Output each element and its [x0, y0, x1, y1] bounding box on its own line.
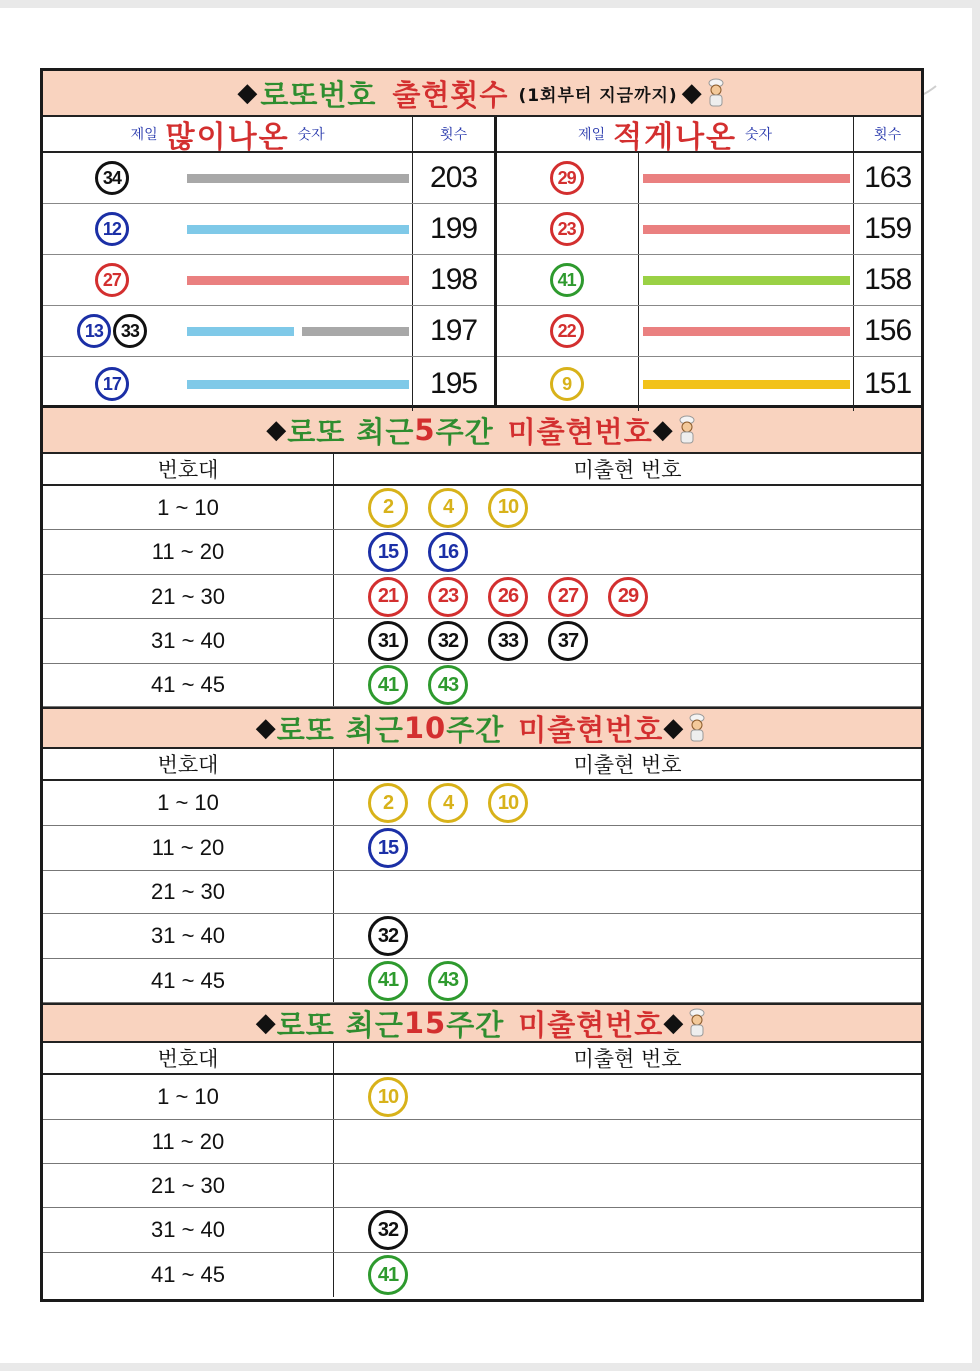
missing-balls	[334, 530, 921, 574]
bar-cell	[183, 357, 412, 411]
frequency-row	[43, 153, 494, 204]
frequency-row	[497, 255, 921, 306]
lotto-stats-sheet	[40, 68, 924, 1302]
appearance-count: 198	[412, 255, 494, 305]
header-prefix: 제일	[130, 127, 158, 143]
diamond-icon: ◆	[663, 1008, 685, 1038]
count-header: 횟수	[412, 117, 494, 151]
title-missing-numbers: 미출현번호	[518, 1007, 664, 1042]
range-row	[43, 1208, 921, 1253]
missing-balls	[334, 1253, 921, 1297]
frequency-bar	[643, 327, 850, 336]
diamond-icon: ◆	[255, 713, 277, 743]
missing-balls	[334, 575, 921, 618]
title-missing-numbers: 미출현번호	[518, 712, 664, 747]
lotto-ball-23: 23	[428, 577, 468, 617]
lotto-ball-33: 33	[488, 621, 528, 661]
lotto-ball-29: 29	[550, 161, 584, 195]
frequency-bar	[643, 174, 850, 183]
missing-balls	[334, 664, 921, 706]
appearance-count: 159	[853, 204, 921, 254]
appearance-count: 156	[853, 306, 921, 356]
bar-cell	[638, 357, 853, 411]
chef-icon	[686, 1008, 708, 1038]
number-range: 31 ~ 40	[43, 914, 334, 958]
least-frequent-header	[497, 117, 921, 153]
frequency-bar	[187, 225, 409, 234]
missing-balls	[334, 1164, 921, 1207]
frequency-bar	[643, 380, 850, 389]
range-row	[43, 914, 921, 959]
title-weeks-label: 주간	[446, 712, 505, 747]
lotto-ball-10: 10	[368, 1077, 408, 1117]
lotto-ball-41: 41	[368, 1255, 408, 1295]
header-most: 많이나온	[165, 120, 290, 155]
missing-balls	[334, 1208, 921, 1252]
lotto-ball-10: 10	[488, 488, 528, 528]
frequency-table	[43, 117, 921, 408]
missing-balls	[334, 486, 921, 529]
least-frequent-panel	[497, 117, 921, 405]
title-weeks-label: 주간	[435, 414, 494, 449]
chef-icon	[676, 415, 698, 445]
missing-column-header: 미출현 번호	[573, 1047, 682, 1071]
frequency-row	[43, 255, 494, 306]
range-row	[43, 1253, 921, 1297]
frequency-title-bar	[43, 71, 921, 117]
frequency-row	[497, 306, 921, 357]
bar-cell	[638, 306, 853, 356]
lotto-ball-43: 43	[428, 665, 468, 705]
lotto-ball-41: 41	[368, 961, 408, 1001]
lotto-ball-27: 27	[548, 577, 588, 617]
diamond-icon: ◆	[237, 78, 259, 108]
title-weeks-number: 15	[403, 1006, 447, 1040]
lotto-ball-31: 31	[368, 621, 408, 661]
appearance-count: 163	[853, 153, 921, 203]
range-row	[43, 1075, 921, 1120]
title-lotto-number: 로또번호	[260, 77, 377, 112]
lotto-ball-32: 32	[428, 621, 468, 661]
ball-cell	[43, 255, 183, 305]
lotto-ball-15: 15	[368, 828, 408, 868]
ball-cell	[43, 153, 183, 203]
frequency-bar	[302, 327, 409, 336]
appearance-count: 151	[853, 357, 921, 411]
title-recent: 로또 최근	[276, 1007, 404, 1042]
number-range: 1 ~ 10	[43, 1075, 334, 1119]
lotto-ball-32: 32	[368, 916, 408, 956]
frequency-bar	[643, 225, 850, 234]
missing-balls	[334, 619, 921, 663]
range-row	[43, 619, 921, 664]
frequency-bar	[187, 327, 294, 336]
frequency-row	[497, 153, 921, 204]
lotto-ball-13: 13	[77, 314, 111, 348]
frequency-row	[43, 204, 494, 255]
lotto-ball-22: 22	[550, 314, 584, 348]
range-row	[43, 781, 921, 826]
frequency-bar	[187, 276, 409, 285]
title-note: (1회부터 지금까지)	[518, 85, 678, 106]
lotto-ball-29: 29	[608, 577, 648, 617]
bar-cell	[638, 204, 853, 254]
header-least: 적게나온	[613, 120, 738, 155]
title-weeks-label: 주간	[446, 1007, 505, 1042]
header-prefix: 제일	[578, 127, 606, 143]
lotto-ball-23: 23	[550, 212, 584, 246]
frequency-row	[43, 357, 494, 411]
title-appearance-count: 출현횟수	[392, 77, 509, 112]
diamond-icon: ◆	[255, 1008, 277, 1038]
number-range: 1 ~ 10	[43, 781, 334, 825]
missing-column-header: 미출현 번호	[573, 458, 682, 482]
missing-balls	[334, 871, 921, 913]
frequency-bar	[643, 276, 850, 285]
number-range: 41 ~ 45	[43, 959, 334, 1002]
title-recent: 로또 최근	[276, 712, 404, 747]
appearance-count: 203	[412, 153, 494, 203]
lotto-ball-21: 21	[368, 577, 408, 617]
lotto-ball-33: 33	[113, 314, 147, 348]
missing-section-title	[43, 1003, 921, 1043]
lotto-ball-26: 26	[488, 577, 528, 617]
diamond-icon: ◆	[663, 713, 685, 743]
bar-cell	[183, 204, 412, 254]
bar-cell	[183, 153, 412, 203]
lotto-ball-12: 12	[95, 212, 129, 246]
chef-icon	[705, 78, 727, 108]
lotto-ball-10: 10	[488, 783, 528, 823]
number-range: 21 ~ 30	[43, 871, 334, 913]
missing-balls	[334, 1075, 921, 1119]
diamond-icon: ◆	[652, 415, 674, 445]
missing-section-title	[43, 707, 921, 749]
ball-cell	[43, 204, 183, 254]
range-column-header: 번호대	[43, 1043, 334, 1073]
frequency-bar	[187, 174, 409, 183]
lotto-ball-27: 27	[95, 263, 129, 297]
bar-cell	[638, 153, 853, 203]
lotto-ball-43: 43	[428, 961, 468, 1001]
diamond-icon: ◆	[266, 415, 288, 445]
ball-cell	[497, 153, 638, 203]
range-row	[43, 1164, 921, 1208]
title-missing-numbers: 미출현번호	[507, 414, 653, 449]
number-range: 11 ~ 20	[43, 1120, 334, 1163]
ball-cell	[497, 204, 638, 254]
count-header: 횟수	[853, 117, 921, 151]
frequency-bar	[187, 380, 409, 389]
range-row	[43, 486, 921, 530]
section-column-header	[43, 454, 921, 486]
frequency-row	[497, 357, 921, 411]
lotto-ball-4: 4	[428, 783, 468, 823]
range-row	[43, 530, 921, 575]
title-weeks-number: 10	[403, 711, 447, 745]
bar-cell	[638, 255, 853, 305]
lotto-ball-2: 2	[368, 783, 408, 823]
range-row	[43, 575, 921, 619]
header-suffix: 숫자	[745, 127, 773, 143]
ball-cell	[497, 357, 638, 411]
range-column-header: 번호대	[43, 454, 334, 484]
range-row	[43, 1120, 921, 1164]
appearance-count: 197	[412, 306, 494, 356]
lotto-ball-15: 15	[368, 532, 408, 572]
frequency-row	[497, 204, 921, 255]
lotto-ball-32: 32	[368, 1210, 408, 1250]
number-range: 41 ~ 45	[43, 1253, 334, 1297]
appearance-count: 195	[412, 357, 494, 411]
bar-cell	[183, 306, 412, 356]
appearance-count: 158	[853, 255, 921, 305]
lotto-ball-41: 41	[368, 665, 408, 705]
ball-cell	[497, 255, 638, 305]
number-range: 21 ~ 30	[43, 1164, 334, 1207]
lotto-ball-41: 41	[550, 263, 584, 297]
bar-cell	[183, 255, 412, 305]
most-frequent-header	[43, 117, 494, 153]
lotto-ball-17: 17	[95, 367, 129, 401]
range-row	[43, 826, 921, 871]
range-row	[43, 959, 921, 1003]
missing-column-header: 미출현 번호	[573, 753, 682, 777]
ball-cell	[497, 306, 638, 356]
missing-section-title	[43, 408, 921, 454]
lotto-ball-4: 4	[428, 488, 468, 528]
header-suffix: 숫자	[297, 127, 325, 143]
title-recent: 로또 최근	[287, 414, 415, 449]
range-row	[43, 871, 921, 914]
missing-balls	[334, 1120, 921, 1163]
missing-balls	[334, 959, 921, 1002]
ball-cell	[43, 357, 183, 411]
lotto-ball-34: 34	[95, 161, 129, 195]
missing-balls	[334, 781, 921, 825]
most-frequent-label	[43, 117, 412, 155]
lotto-ball-16: 16	[428, 532, 468, 572]
appearance-count: 199	[412, 204, 494, 254]
chef-icon	[686, 713, 708, 743]
least-frequent-label	[497, 117, 853, 155]
missing-balls	[334, 826, 921, 870]
title-weeks-number: 5	[414, 413, 436, 447]
missing-balls	[334, 914, 921, 958]
number-range: 1 ~ 10	[43, 486, 334, 529]
number-range: 31 ~ 40	[43, 619, 334, 663]
number-range: 41 ~ 45	[43, 664, 334, 706]
number-range: 31 ~ 40	[43, 1208, 334, 1252]
range-column-header: 번호대	[43, 749, 334, 779]
range-row	[43, 664, 921, 707]
section-column-header	[43, 749, 921, 781]
lotto-ball-37: 37	[548, 621, 588, 661]
diamond-icon: ◆	[681, 78, 703, 108]
number-range: 11 ~ 20	[43, 826, 334, 870]
most-frequent-panel	[43, 117, 497, 405]
number-range: 21 ~ 30	[43, 575, 334, 618]
ball-cell	[43, 306, 183, 356]
section-column-header	[43, 1043, 921, 1075]
frequency-row	[43, 306, 494, 357]
lotto-ball-9: 9	[550, 367, 584, 401]
lotto-ball-2: 2	[368, 488, 408, 528]
number-range: 11 ~ 20	[43, 530, 334, 574]
